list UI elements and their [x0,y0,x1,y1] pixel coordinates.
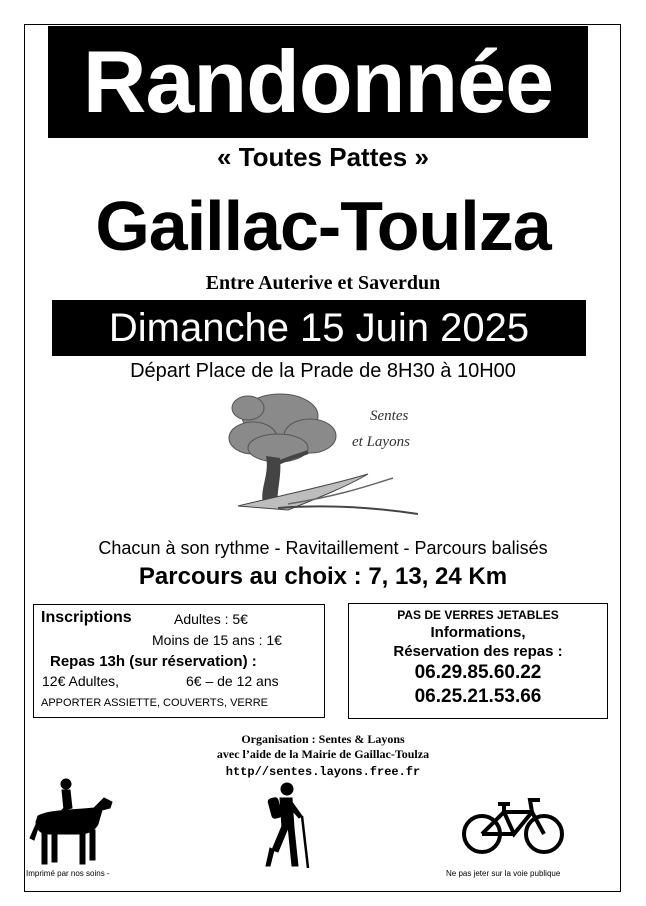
phone-number-1: 06.29.85.60.22 [414,662,542,683]
meal-line [50,653,257,670]
event-title: Randonnée [48,26,588,138]
event-features: Chacun à son rythme - Ravitaillement - Parcours balisés [98,538,548,558]
sentes-layons-logo [218,386,438,526]
town-name: Gaillac-Toulza [95,187,551,265]
event-date: Dimanche 15 Juin 2025 [52,300,586,356]
horse-rider-icon [28,778,118,870]
location-note: Entre Auterive et Saverdun [205,272,441,294]
organisation-line1: Organisation : Sentes & Layons [241,732,405,746]
hiker-icon [262,782,312,870]
meal-adult-price: 12€ Adultes, [42,673,120,689]
no-cups-notice: PAS DE VERRES JETABLES [397,608,559,622]
info-label: Informations, [430,624,526,641]
event-subtitle: « Toutes Pattes » [217,142,429,172]
website-url[interactable]: http//sentes.layons.free.fr [225,765,421,779]
printed-note: Imprimé par nos soins - [26,869,110,878]
tree-icon [218,386,438,526]
meal-heading: Repas 13h [50,653,126,670]
departure-info: Départ Place de la Prade de 8H30 à 10H00 [130,360,516,382]
registration-box [33,604,325,718]
bring-notice: APPORTER ASSIETTE, COUVERTS, VERRE [41,697,268,709]
contact-box [348,603,608,719]
organisation-line2: avec l’aide de la Mairie de Gaillac-Toulza [216,747,430,761]
registration-heading: Inscriptions [41,609,132,626]
route-choice: Parcours au choix : 7, 13, 24 Km [138,563,508,590]
litter-note: Ne pas jeter sur la voie publique [446,869,561,878]
bicycle-icon [460,796,568,858]
phone-number-2: 06.25.21.53.66 [414,686,542,707]
meal-note: (sur réservation) : [129,653,257,670]
adult-price: Adultes : 5€ [174,611,248,627]
logo-text-line2: et Layons [352,434,410,450]
child-price: Moins de 15 ans : 1€ [152,632,282,648]
booking-label: Réservation des repas : [393,643,563,660]
logo-text-line1: Sentes [370,408,409,424]
meal-child-price: 6€ – de 12 ans [186,673,279,689]
